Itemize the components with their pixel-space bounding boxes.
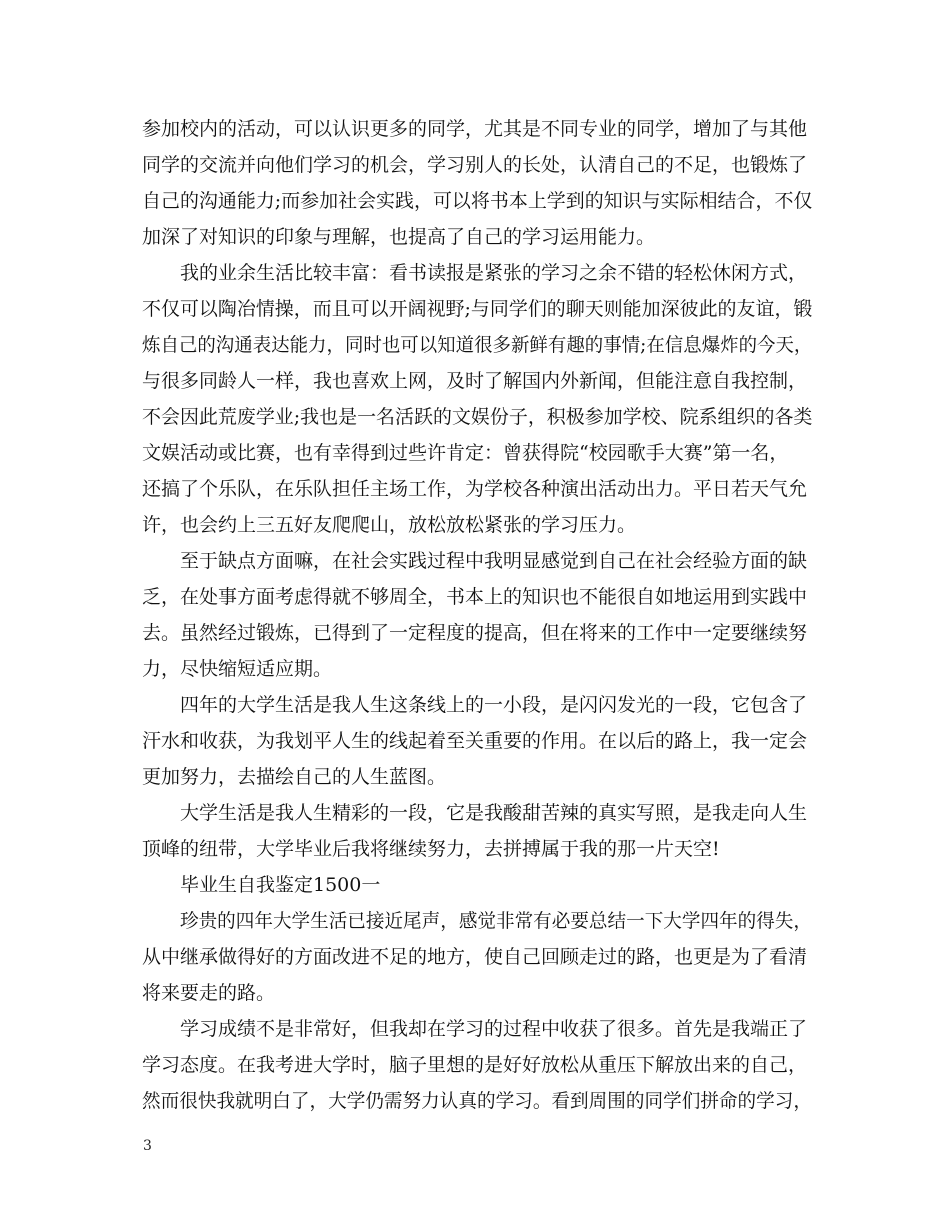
paragraph-first-line: 珍贵的四年大学生活已接近尾声，感觉非常有必要总结一下大学四年的得失， (180, 910, 812, 932)
paragraph-first-line: 学习成绩不是非常好，但我却在学习的过程中收获了很多。首先是我端正了 (180, 1018, 808, 1040)
text-line: 学习态度。在我考进大学时，脑子里想的是好好放松从重压下解放出来的自己， (142, 1054, 808, 1076)
text-line: 然而很快我就明白了，大学仍需努力认真的学习。看到周围的同学们拼命的学习， (142, 1090, 812, 1112)
text-line: 许，也会约上三五好友爬爬山，放松放松紧张的学习压力。 (142, 514, 637, 536)
text-line: 与很多同龄人一样，我也喜欢上网，及时了解国内外新闻，但能注意自我控制， (142, 370, 808, 392)
text-line: 自己的沟通能力;而参加社会实践，可以将书本上学到的知识与实际相结合，不仅 (142, 190, 813, 212)
text-line: 将来要走的路。 (142, 982, 276, 1004)
text-line: 顶峰的纽带，大学毕业后我将继续努力，去拼搏属于我的那一片天空! (142, 838, 720, 860)
text-line: 同学的交流并向他们学习的机会，学习别人的长处，认清自己的不足，也锻炼了 (142, 154, 808, 176)
paragraph-first-line: 四年的大学生活是我人生这条线上的一小段，是闪闪发光的一段，它包含了 (180, 694, 808, 716)
text-line: 去。虽然经过锻炼，已得到了一定程度的提高，但在将来的工作中一定要继续努 (142, 622, 808, 644)
text-line: 乏，在处事方面考虑得就不够周全，书本上的知识也不能很自如地运用到实践中 (142, 586, 808, 608)
text-line: 加深了对知识的印象与理解，也提高了自己的学习运用能力。 (142, 226, 656, 248)
text-line: 汗水和收获，为我划平人生的线起着至关重要的作用。在以后的路上，我一定会 (142, 730, 808, 752)
text-line: 更加努力，去描绘自己的人生蓝图。 (142, 766, 447, 788)
paragraph-first-line: 至于缺点方面嘛，在社会实践过程中我明显感觉到自己在社会经验方面的缺 (180, 550, 808, 572)
text-line: 不仅可以陶冶情操，而且可以开阔视野;与同学们的聊天则能加深彼此的友谊，锻 (142, 298, 813, 320)
text-line: 力，尽快缩短适应期。 (142, 658, 333, 680)
text-line: 不会因此荒废学业;我也是一名活跃的文娱份子，积极参加学校、院系组织的各类 (142, 406, 813, 428)
text-line: 参加校内的活动，可以认识更多的同学，尤其是不同专业的同学，增加了与其他 (142, 118, 808, 140)
paragraph-first-line: 大学生活是我人生精彩的一段，它是我酸甜苦辣的真实写照，是我走向人生 (180, 802, 808, 824)
section-heading: 毕业生自我鉴定1500一 (180, 874, 381, 896)
text-line: 炼自己的沟通表达能力，同时也可以知道很多新鲜有趣的事情;在信息爆炸的今天， (142, 334, 813, 356)
paragraph-first-line: 我的业余生活比较丰富：看书读报是紧张的学习之余不错的轻松休闲方式， (180, 262, 808, 284)
text-line: 还搞了个乐队，在乐队担任主场工作，为学校各种演出活动出力。平日若天气允 (142, 478, 808, 500)
page-number: 3 (143, 1138, 152, 1154)
text-line: 从中继承做得好的方面改进不足的地方，使自己回顾走过的路，也更是为了看清 (142, 946, 808, 968)
text-line: 文娱活动或比赛，也有幸得到过些许肯定：曾获得院“校园歌手大赛”第一名， (142, 442, 789, 464)
